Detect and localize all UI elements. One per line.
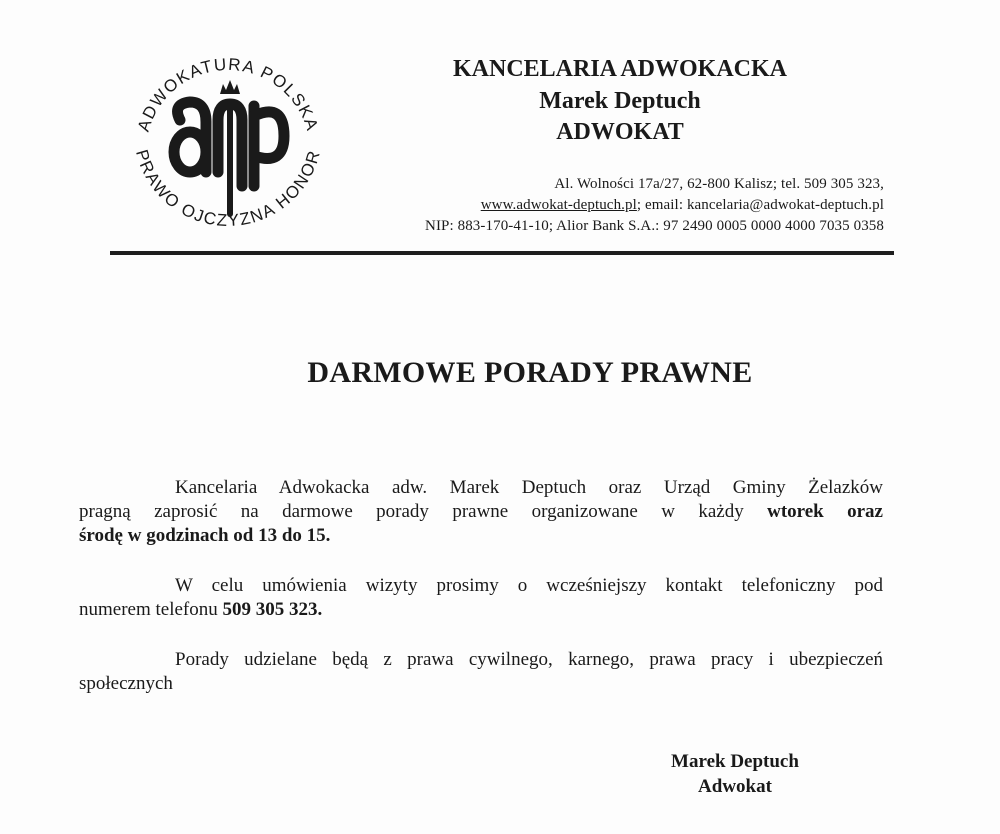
- address-line: Al. Wolności 17a/27, 62-800 Kalisz; tel. 509 305 323,: [554, 176, 884, 192]
- logo-monogram: [174, 102, 284, 214]
- paragraph-contact: [79, 574, 883, 622]
- p3-line1: Porady udzielane będą z prawa cywilnego, karnego, prawa pracy i ubezpieczeń: [175, 649, 883, 670]
- logo-motto-text: PRAWO OJCZYZNA HONOR: [132, 147, 325, 231]
- bar-association-logo: [112, 24, 342, 254]
- paragraph-scope: [79, 648, 883, 696]
- web-email-line: [324, 195, 884, 216]
- lawyer-title: ADWOKAT: [556, 119, 684, 145]
- document-title: DARMOWE PORADY PRAWNE: [307, 356, 753, 389]
- p1-line2: pragną zaprosić na darmowe porady prawne organizowane w każdy wtorek oraz: [79, 501, 883, 522]
- signature-name: Marek Deptuch: [671, 751, 799, 772]
- hours-highlight: środę w godzinach od 13 do 15.: [79, 525, 331, 546]
- days-highlight: wtorek oraz: [767, 501, 883, 522]
- p1-line1: Kancelaria Adwokacka adw. Marek Deptuch oraz Urząd Gminy Żelazków: [175, 477, 883, 498]
- website-link[interactable]: www.adwokat-deptuch.pl: [480, 197, 637, 213]
- phone-highlight: 509 305 323.: [222, 599, 323, 620]
- header-divider: [110, 251, 894, 255]
- lawyer-name: Marek Deptuch: [539, 88, 701, 114]
- crown-icon: [220, 80, 240, 94]
- paragraph-invitation: [79, 476, 883, 548]
- logo-arc-text: ADWOKATURA POLSKA: [133, 54, 323, 134]
- p2-line1: W celu umówienia wizyty prosimy o wcześniejszy kontakt telefoniczny pod: [175, 575, 883, 596]
- tax-bank-line: NIP: 883-170-41-10; Alior Bank S.A.: 97 2490 0005 0000 4000 7035 0358: [425, 218, 884, 234]
- p2-line2: numerem telefonu 509 305 323.: [79, 599, 323, 620]
- firm-name: KANCELARIA ADWOKACKA: [452, 56, 788, 82]
- email-text: ; email: kancelaria@adwokat-deptuch.pl: [636, 197, 884, 213]
- p3-line2: społecznych: [79, 673, 173, 694]
- signature-role: Adwokat: [698, 776, 772, 797]
- p1-line3: [79, 524, 883, 548]
